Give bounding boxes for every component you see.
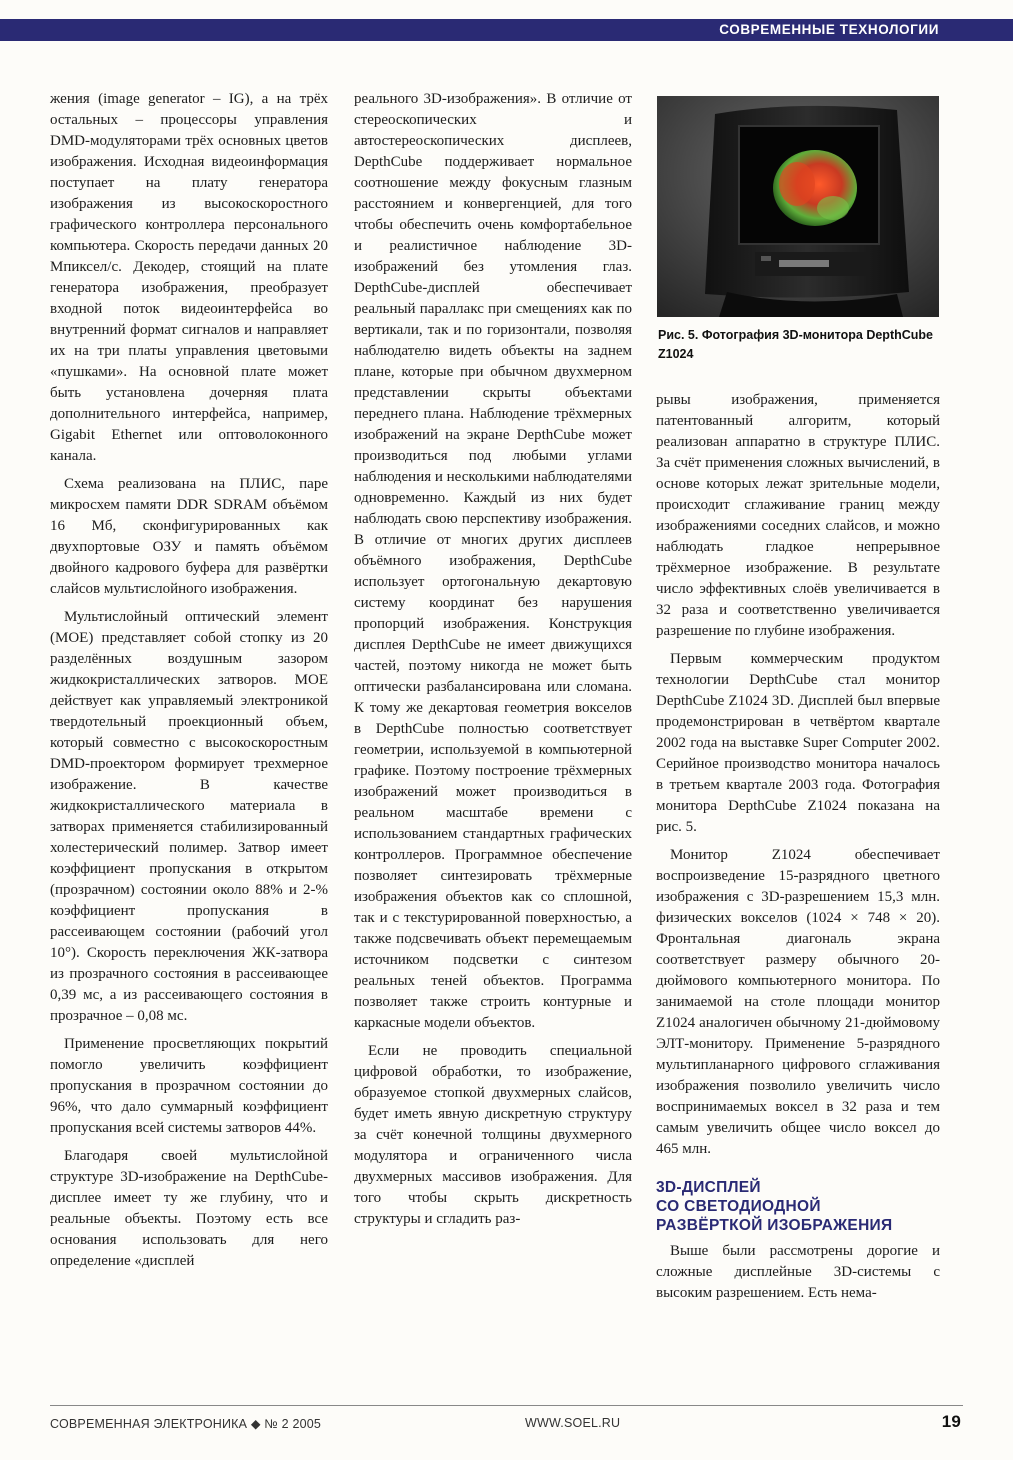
paragraph: реального 3D-изображения». В отличие от стереоскопических и автостереоскопических дисплеев, DepthCube поддерживает нормальное соотношение между фокусным глазным расстоянием и конвергенцией, для того чтобы обеспечить очень комфортабельное и реалистичное наблюдение 3D-изображений без утомления глаз. DepthCube-дисплей обеспечивает реальный параллакс при смещениях как по вертикали, так и по горизонтали, позволяя наблюдателю видеть объекты на заднем плане, которые при обычном двухмерном представлении скрыты объектами переднего плана. Наблюдение трёхмерных изображений на экране DepthCube может производиться под любыми углами наблюдения и несколькими наблюдателями одновременно. Каждый из них будет наблюдать свою перспективу изображения. В отличие от многих других дисплеев объёмного изображения, DepthCube использует ортогональную декартовую систему координат без нарушения пропорций изображения. Конструкция дисплея DepthCube не имеет движущихся частей, поэтому никогда не может быть оптически разбалансирована или сломана. К тому же декартовая геометрия вокселов в DepthCube полностью соответствует геометрии, используемой в компьютерной графике. Поэтому построение трёхмерных изображений может производиться в реальном масштабе времени с использованием стандартных графических контроллеров. Программное обеспечение позволяет синтезировать трёхмерные изображения объектов как со сплошной, так и с текстурированной поверхностью, а также подсвечивать объект перемещаемым источником подсветки с синтезом реальных теней объектов. Программа позволяет также строить контурные и каркасные модели объектов. (354, 91, 632, 1031)
paragraph: Если не проводить специальной цифровой обработки, то изображение, образуемое стопкой двухмерных слайсов, будет иметь явную дискретную структуру за счёт конечной толщины двухмерного модулятора и ограниченного числа двухмерных массивов изображения. Для того чтобы скрыть дискретность структуры и сгладить раз- (354, 1043, 632, 1227)
paragraph: рывы изображения, применяется патентованный алгоритм, который реализован аппаратно в структуре ПЛИС. За счёт применения сложных вычислений, в основе которых лежат зрительные модели, происходит сглаживание границ между изображениями соседних слайсов, и можно наблюдать гладкое непрерывное трёхмерное изображение. В результате число эффективных слоёв увеличивается в 32 раза и соответственно увеличивается разрешение по глубине изображения. (656, 392, 940, 639)
website-link[interactable]: WWW.SOEL.RU (525, 1416, 621, 1430)
section-heading-line: СО СВЕТОДИОДНОЙ (656, 1198, 821, 1215)
journal-name: СОВРЕМЕННАЯ ЭЛЕКТРОНИКА ◆ № 2 2005 (50, 1417, 322, 1431)
section-title: СОВРЕМЕННЫЕ ТЕХНОЛОГИИ (719, 22, 939, 37)
paragraph: Мультислойный оптический элемент (МОЕ) представляет собой стопку из 20 разделённых воздушным зазором жидкокристаллических затворов. МОЕ действует как управляемый электроникой твердотельный проекционный объем, который совместно с высокоскоростным DMD-проектором формирует трехмерное изображение. В качестве жидкокристаллического материала в затворах применяется стабилизированный холестерический полимер. Затвор имеет коэффициент пропускания в открытом (прозрачном) состоянии около 88% и 2-% коэффициент пропускания в рассеивающем состоянии (рабочий угол 10°). Скорость переключения ЖК-затвора из прозрачного состояния в рассеивающее 0,39 мс, а из рассеивающего состояния в прозрачное – 0,08 мс. (50, 609, 328, 1024)
text-column-left (50, 89, 328, 1272)
paragraph: жения (image generator – IG), а на трёх остальных – процессоры управления DMD-модуляторами трёх основных цветов изображения. Исходная видеоинформация поступает на плату генератора изображения из высокоскоростного графического контроллера персонального компьютера. Скорость передачи данных 20 Мпиксел/с. Декодер, стоящий на плате генератора изображения, преобразует входной поток видеоинтерфейса во внутренний формат сигналов и направляет их на три платы управления цветовыми «пушками». На основной плате может быть установлена дочерняя плата дополнительного интерфейса, например, Gigabit Ethernet или оптоволоконного канала. (50, 91, 328, 464)
paragraph: Благодаря своей мультислойной структуре 3D-изображение на DepthCube-дисплее имеет ту же глубину, что и реальные объекты. Поэтому есть все основания использовать для него определение «дисплей (50, 1148, 328, 1269)
paragraph: Схема реализована на ПЛИС, паре микросхем памяти DDR SDRAM объёмом 16 Мб, сконфигурированных как двухпортовые ОЗУ и память объёмом двойного кадрового буфера для развёртки слайсов мультислойного изображения. (50, 476, 328, 597)
section-heading-line: 3D-ДИСПЛЕЙ (656, 1179, 761, 1196)
figure-caption: Рис. 5. Фотография 3D-монитора DepthCube Z1024 (658, 328, 933, 361)
section-heading (656, 1178, 940, 1235)
paragraph: Первым коммерческим продуктом технологии DepthCube стал монитор DepthCube Z1024 3D. Дисплей был впервые продемонстрирован в четвёртом квартале 2002 года на выставке Super Computer 2002. Серийное производство монитора началось в третьем квартале 2003 года. Фотография монитора DepthCube Z1024 показана на рис. 5. (656, 651, 940, 835)
header-bar (0, 19, 1013, 41)
page-number: 19 (941, 1412, 961, 1431)
crt-monitor-3d-head-image (657, 96, 939, 317)
paragraph: Монитор Z1024 обеспечивает воспроизведение 15-разрядного цветного изображения с 3D-разрешением 15,3 млн. физических вокселов (1024 × 748 × 20). Фронтальная диагональ экрана соответствует размеру обычного 20-дюймового компьютерного монитора. По занимаемой на столе площади монитор Z1024 аналогичен обычному 21-дюймовому ЭЛТ-монитору. Применение 5-разрядного мультипланарного цифрового сглаживания изображения позволило увеличить число воспринимаемых воксел в 32 раза и тем самым увеличить общее число воксел до 465 млн. (656, 847, 940, 1157)
text-column-right (656, 390, 940, 1304)
text-column-middle (354, 89, 632, 1230)
footer-divider (50, 1405, 963, 1406)
section-heading-line: РАЗВЁРТКОЙ ИЗОБРАЖЕНИЯ (656, 1217, 893, 1234)
monitor-photo-icon (657, 96, 939, 317)
paragraph: Применение просветляющих покрытий помогло увеличить коэффициент пропускания в прозрачном состоянии до 96%, что дало суммарный коэффициент пропускания всей системы затворов 44%. (50, 1036, 328, 1136)
paragraph: Выше были рассмотрены дорогие и сложные дисплейные 3D-системы с высоким разрешением. Есть нема- (656, 1243, 940, 1301)
